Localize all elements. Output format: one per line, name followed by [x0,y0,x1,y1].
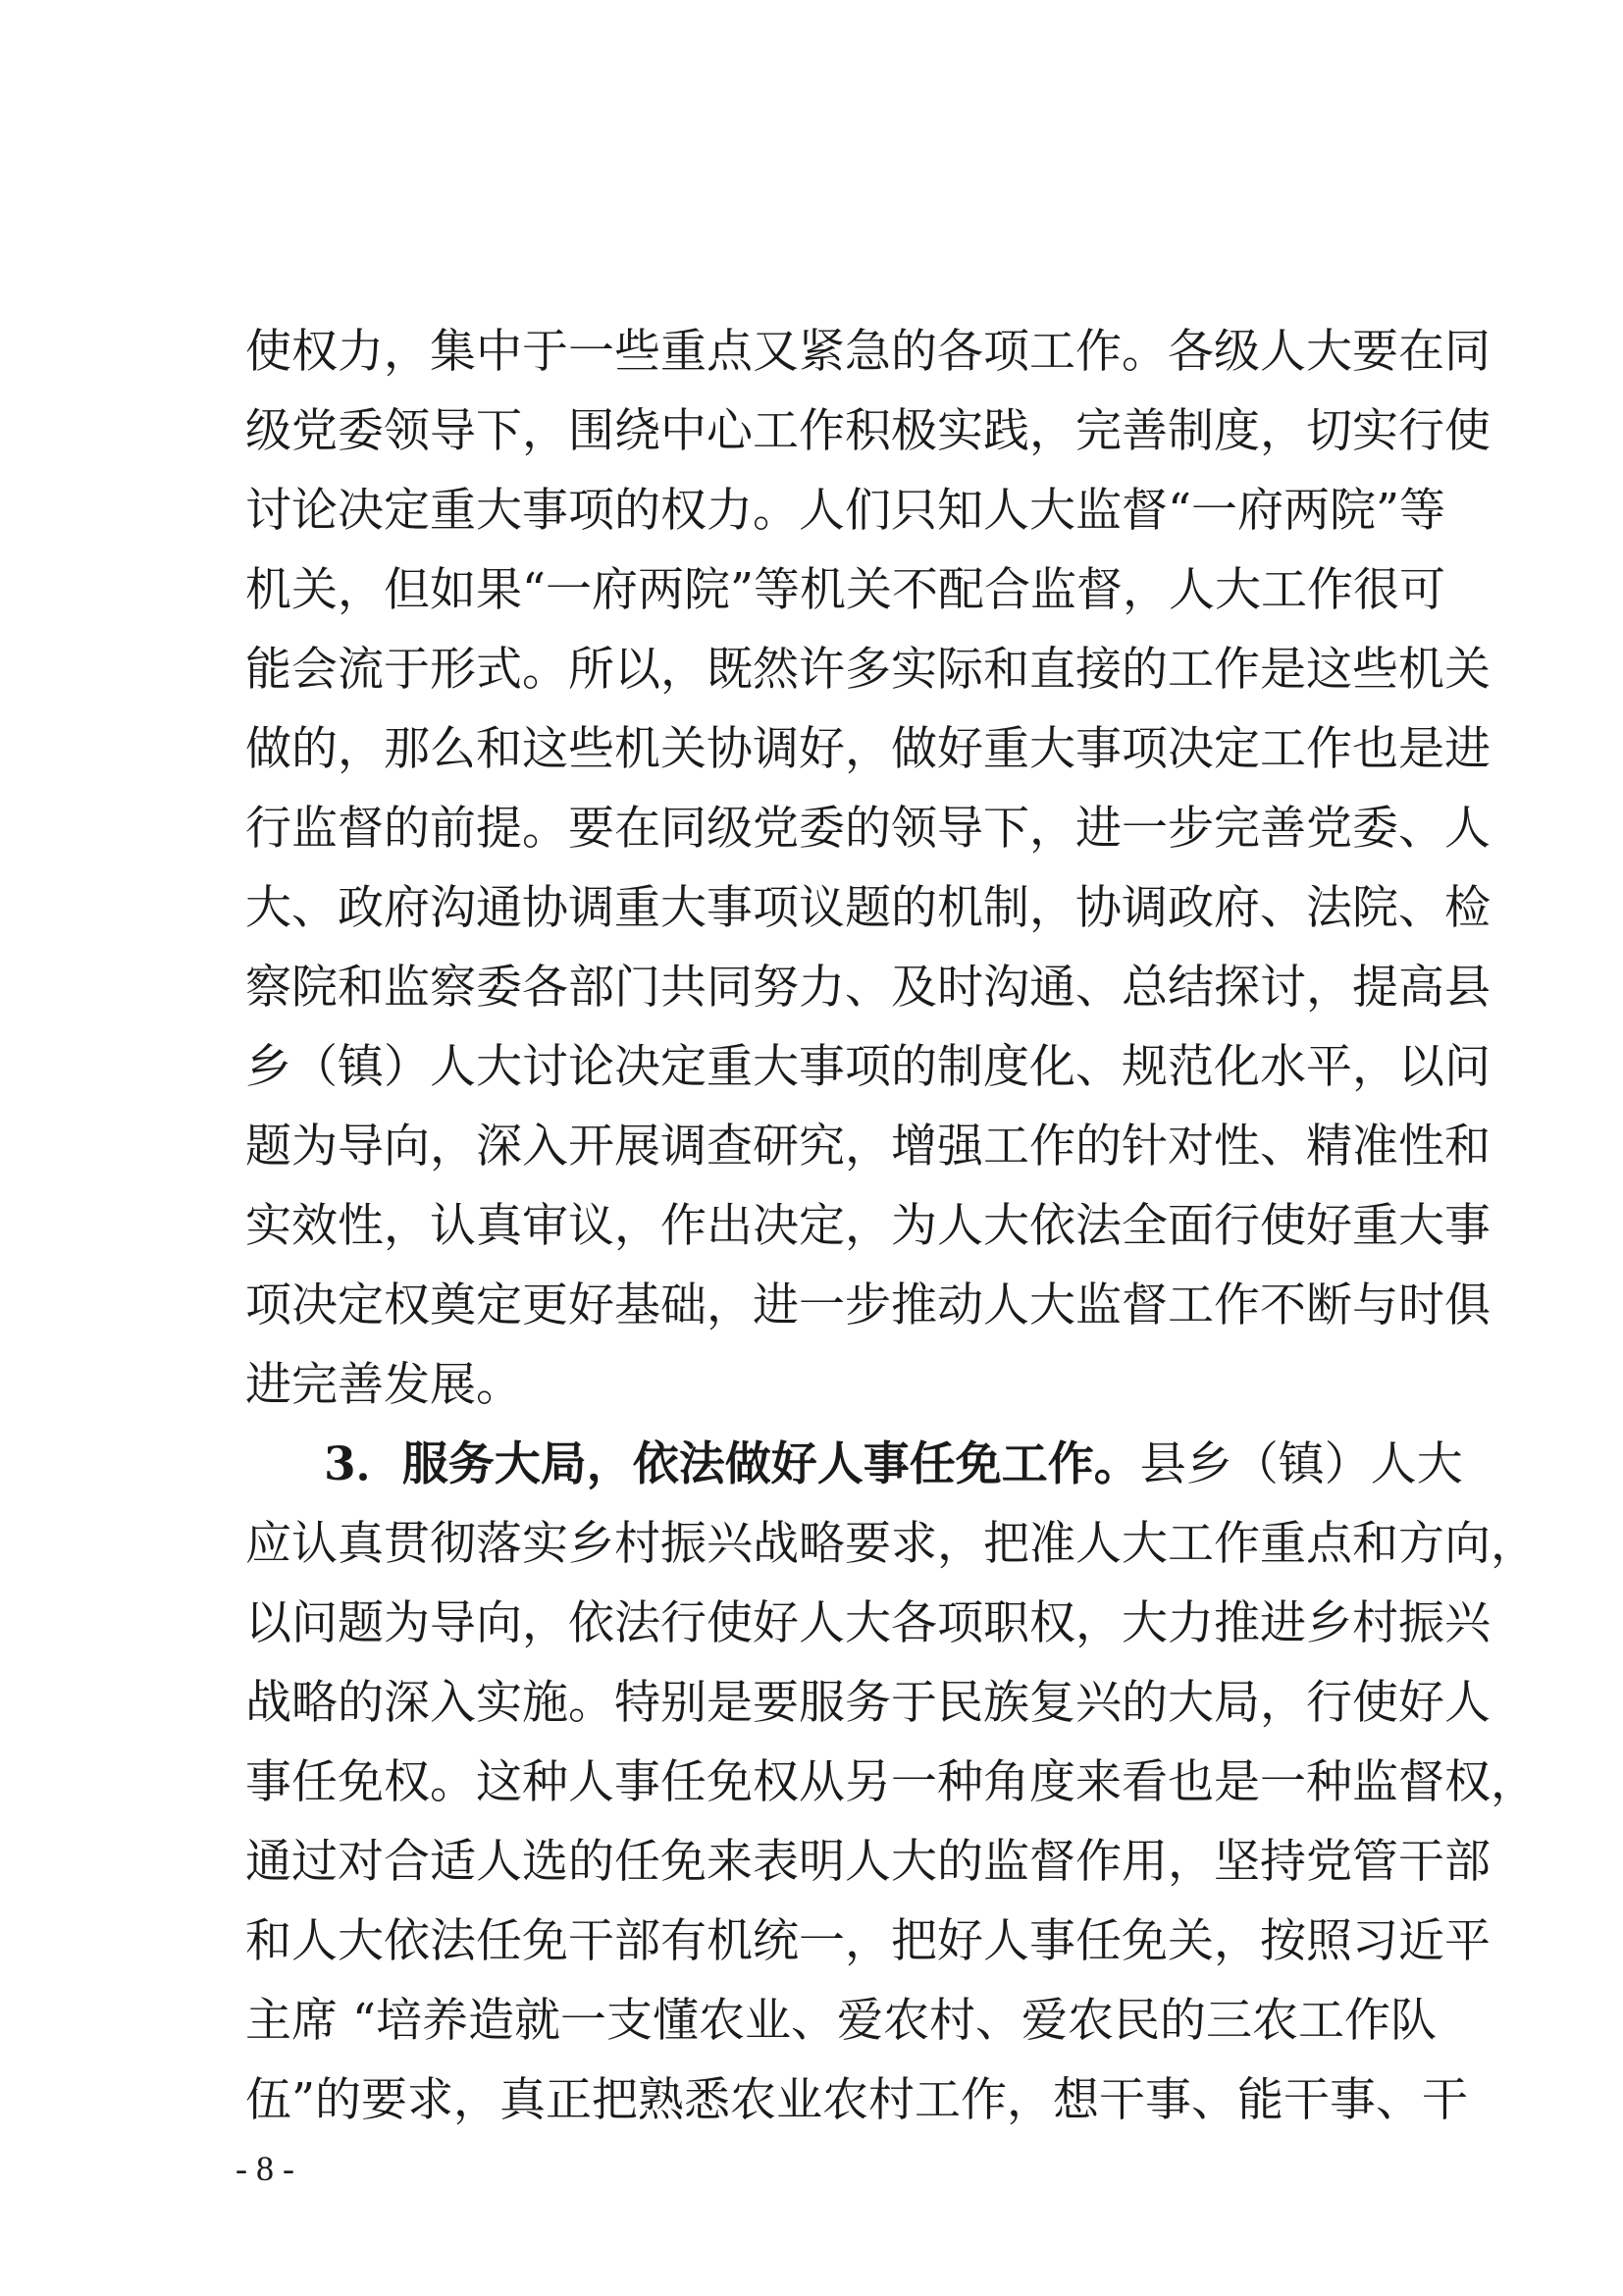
text-line: 进完善发展。 [245,1358,522,1412]
text-line: 做的，那么和这些机关协调好，做好重大事项决定工作也是进 [245,722,1491,776]
text-line: 伍”的要求，真正把熟悉农业农村工作，想干事、能干事、干 [245,2073,1469,2127]
text-line: 和人大依法任免干部有机统一，把好人事任免关，按照习近平 [245,1914,1491,1968]
text-line: 级党委领导下，围绕中心工作积极实践，完善制度，切实行使 [245,404,1491,458]
text-line: 使权力，集中于一些重点又紧急的各项工作。各级人大要在同 [245,325,1491,379]
text-line: 乡（镇）人大讨论决定重大事项的制度化、规范化水平，以问 [245,1040,1491,1094]
text-line: 题为导向，深入开展调查研究，增强工作的针对性、精准性和 [245,1120,1491,1174]
heading-line-rest: 县乡（镇）人大 [1139,1437,1463,1491]
text-line: 战略的深入实施。特别是要服务于民族复兴的大局，行使好人 [245,1676,1491,1730]
text-line: 行监督的前提。要在同级党委的领导下，进一步完善党委、人 [245,802,1491,856]
paragraph-2 [245,1425,1537,2140]
text-line: 察院和监察委各部门共同努力、及时沟通、总结探讨，提高县 [245,961,1491,1015]
body-text [245,312,1537,2140]
text-line: 以问题为导向，依法行使好人大各项职权，大力推进乡村振兴 [245,1596,1491,1650]
text-line: 主席 “培养造就一支懂农业、爱农村、爱农民的三农工作队 [245,1994,1437,2048]
page-number: - 8 - [236,2149,294,2188]
text-line: 项决定权奠定更好基础，进一步推动人大监督工作不断与时俱 [245,1278,1491,1332]
section-heading: 3．服务大局，依法做好人事任免工作。 [324,1437,1140,1491]
text-line-with-heading [245,1425,1463,1504]
text-line: 讨论决定重大事项的权力。人们只知人大监督“一府两院”等 [245,484,1446,538]
text-line: 机关，但如果“一府两院”等机关不配合监督，人大工作很可 [245,563,1446,617]
paragraph-1 [245,312,1491,1425]
text-line: 大、政府沟通协调重大事项议题的机制，协调政府、法院、检 [245,881,1491,935]
text-line: 能会流于形式。所以，既然许多实际和直接的工作是这些机关 [245,643,1491,697]
text-line: 实效性，认真审议，作出决定，为人大依法全面行使好重大事 [245,1199,1491,1253]
text-line: 应认真贯彻落实乡村振兴战略要求，把准人大工作重点和方向， [245,1517,1537,1571]
text-line: 通过对合适人选的任免来表明人大的监督作用，坚持党管干部 [245,1835,1491,1889]
text-line: 事任免权。这种人事任免权从另一种角度来看也是一种监督权， [245,1755,1537,1809]
